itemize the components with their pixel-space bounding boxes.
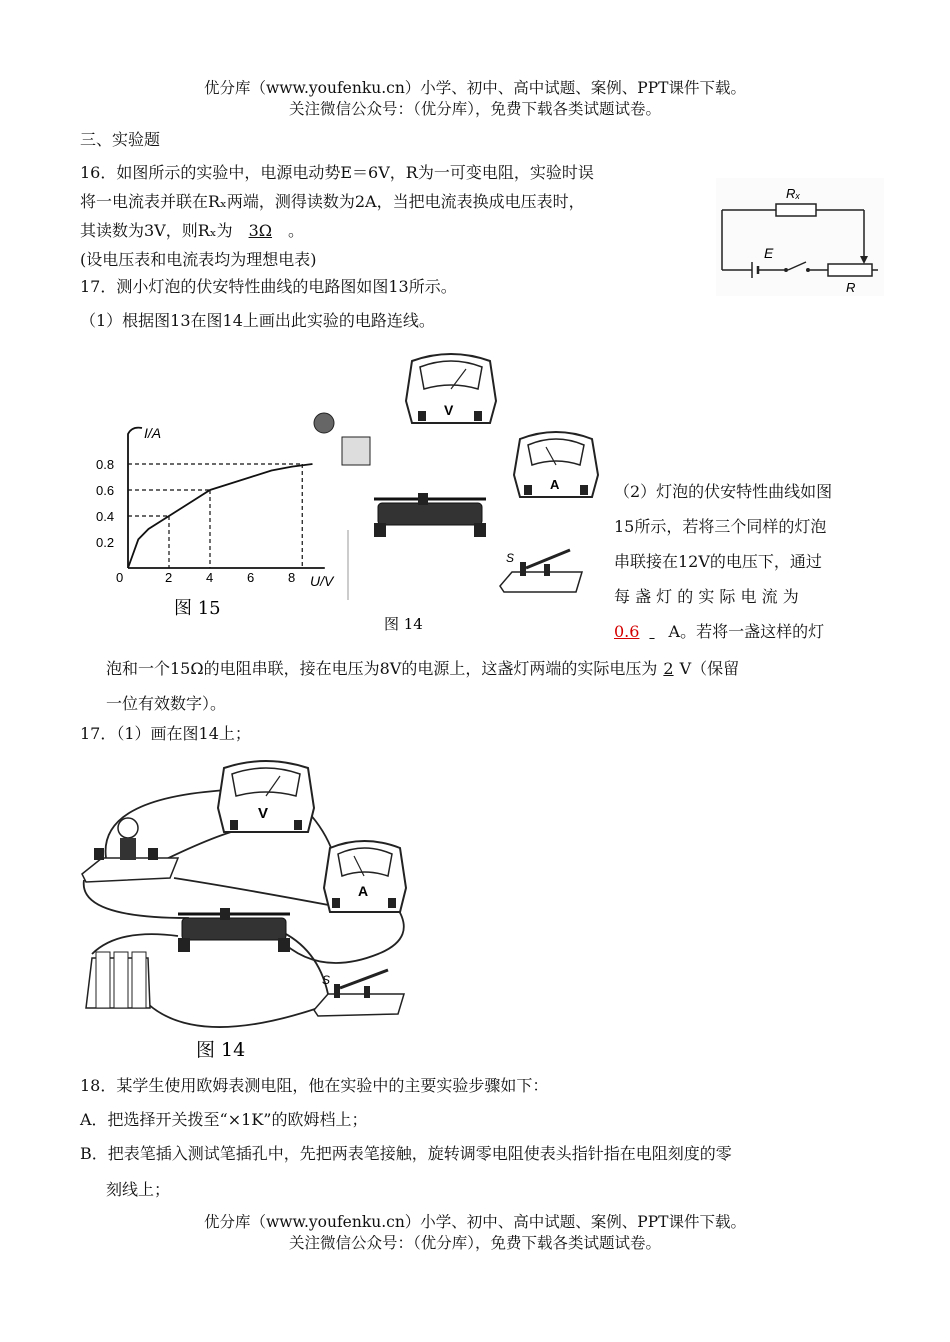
q17-last-line: 一位有效数字）。 <box>106 694 227 713</box>
q17-part2-line-4 <box>614 579 823 614</box>
answer-17-title: 17．（1）画在图14上； <box>80 724 251 743</box>
svg-text:A: A <box>550 477 560 492</box>
q17-part2-line-4-text: 每 盏 灯 的 实 际 电 流 为 <box>614 587 799 606</box>
footer-line-1: 优分库（www.youfenku.cn）小学、初中、高中试题、案例、PPT课件下载。 <box>203 1213 747 1231</box>
rx-label: Rₓ <box>786 186 801 201</box>
q17-after-answer-1: A。若将一盏这样的灯 <box>668 622 825 641</box>
q16-line-3-post: 。 <box>288 221 305 240</box>
q17-part-1: （1）根据图13在图14上画出此实验的电路连线。 <box>80 311 435 330</box>
voltmeter-connected-icon <box>218 761 314 832</box>
q16-line-3-pre: 其读数为3V，则Rₓ为 <box>80 221 233 240</box>
rheostat-connected-icon <box>178 908 290 952</box>
lamp-board-icon <box>82 818 178 882</box>
q16-circuit-figure <box>716 178 884 296</box>
ammeter-connected-icon <box>324 841 406 912</box>
e-label: E <box>764 245 774 261</box>
fig14-apparatus <box>310 345 610 640</box>
q18-step-b-2: 刻线上； <box>106 1180 171 1199</box>
svg-text:S: S <box>506 551 515 565</box>
q18-step-a: A．把选择开关拨至“×1K”的欧姆档上； <box>80 1110 368 1129</box>
knife-switch-icon <box>500 550 582 592</box>
y-tick-label: 0.8 <box>96 457 115 472</box>
x-tick-label: 4 <box>206 570 214 585</box>
rheostat-icon <box>828 264 872 276</box>
ammeter-icon <box>514 432 598 497</box>
q17-cont-pre: 泡和一个15Ω的电阻串联，接在电压为8V的电源上，这盏灯两端的实际电压为 <box>106 659 658 678</box>
header-line-2: 关注微信公众号：（优分库），免费下载各类试题试卷。 <box>288 100 661 118</box>
q17-part2-line-2: 15所示，若将三个同样的灯泡 <box>614 517 827 536</box>
fig14-caption: 图 14 <box>384 615 423 633</box>
x-tick-label: 2 <box>165 570 173 585</box>
answer-fig14-caption: 图 14 <box>196 1039 246 1061</box>
q16-line-1: 16．如图所示的实验中，电源电动势E＝6V，R为一可变电阻，实验时误 <box>80 163 594 182</box>
y-axis-label: I/A <box>144 425 162 441</box>
fig15-caption: 图 15 <box>174 598 221 619</box>
iu-curve-line <box>128 464 313 568</box>
q18-line-1: 18．某学生使用欧姆表测电阻，他在实验中的主要实验步骤如下： <box>80 1076 549 1095</box>
y-tick-label: 0.6 <box>96 483 115 498</box>
q17-answer-2: 2 <box>663 659 674 678</box>
section-title: 三、实验题 <box>80 130 161 149</box>
q17-cont-post: V（保留 <box>679 659 740 678</box>
fig14-connected-circuit <box>78 758 418 1064</box>
rx-resistor <box>776 204 816 216</box>
q17-line-1: 17．测小灯泡的伏安特性曲线的电路图如图13所示。 <box>80 277 457 296</box>
x-tick-label: 6 <box>247 570 255 585</box>
x-tick-label: 8 <box>288 570 296 585</box>
x-axis-label: U/V <box>310 573 334 589</box>
footer-line-2: 关注微信公众号：（优分库），免费下载各类试题试卷。 <box>288 1234 661 1252</box>
q16-line-4: (设电压表和电流表均为理想电表) <box>80 250 317 269</box>
origin-label: 0 <box>116 570 124 585</box>
q17-answer-1: 0.6 <box>614 622 640 641</box>
lamp-base-icon <box>342 437 370 465</box>
svg-text:V: V <box>444 402 454 418</box>
q17-continuation <box>106 651 739 686</box>
voltmeter-icon <box>406 354 496 423</box>
q17-part2-line-5 <box>614 614 824 649</box>
svg-text:A: A <box>358 883 369 899</box>
svg-text:V: V <box>258 805 269 822</box>
q16-line-2: 将一电流表并联在Rₓ两端，测得读数为2A，当把电流表换成电压表时， <box>80 192 585 211</box>
q16-answer: 3Ω <box>248 221 273 240</box>
y-tick-label: 0.4 <box>96 509 115 524</box>
q17-part2-line-1: （2）灯泡的伏安特性曲线如图 <box>614 482 833 501</box>
y-tick-label: 0.2 <box>96 535 115 550</box>
header-line-1: 优分库（www.youfenku.cn）小学、初中、高中试题、案例、PPT课件下载。 <box>203 79 747 97</box>
lamp-socket-icon <box>314 413 334 433</box>
q18-step-b-1: B．把表笔插入测试笔插孔中，先把两表笔接触，旋转调零电阻使表头指针指在电阻刻度的零 <box>80 1144 732 1163</box>
q16-line-3 <box>80 217 304 245</box>
bulb-icon <box>118 818 138 838</box>
r-label: R <box>846 280 856 295</box>
rheostat-device-icon <box>374 493 486 537</box>
battery-pack-icon <box>86 952 150 1008</box>
q17-part2-line-3: 串联接在12V的电压下，通过 <box>614 552 822 571</box>
svg-text:S: S <box>322 973 331 987</box>
